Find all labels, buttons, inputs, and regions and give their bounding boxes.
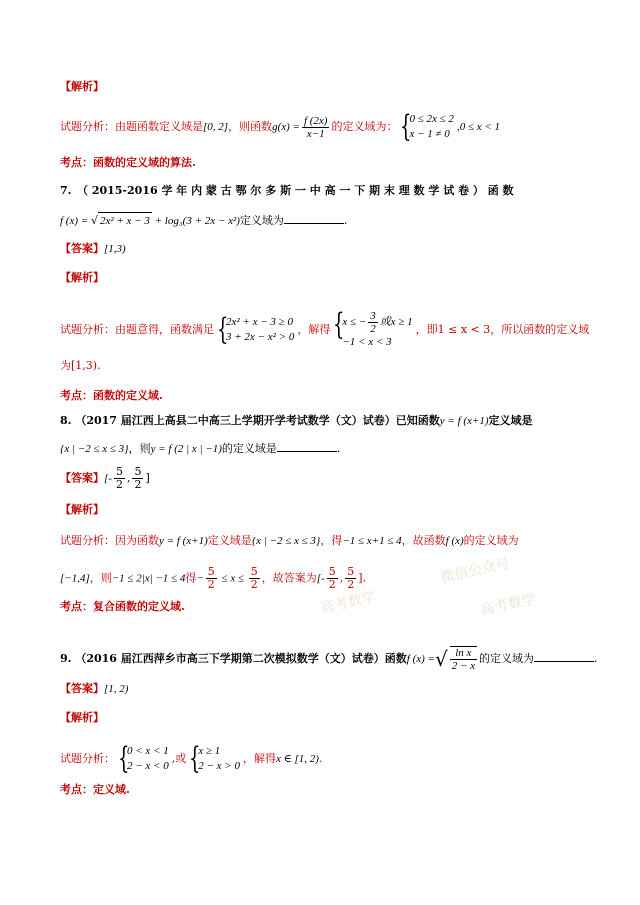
q9-tail: 的定义域为 <box>479 652 535 665</box>
watermark-2: 高考数学 <box>319 589 378 617</box>
q9-end: . <box>594 652 598 665</box>
q8-l2-neg: − <box>196 572 204 585</box>
q8-set: {x | −2 ≤ x ≤ 3} <box>60 443 129 455</box>
q8-l2-ans-mid: , <box>339 571 344 585</box>
q8-l2-a-num: 5 <box>207 565 215 578</box>
q8-l2-ans-frac-b <box>345 566 356 591</box>
q9-end2: . <box>318 752 323 765</box>
q6-interval: [0, 2] <box>203 121 229 133</box>
q8-fn2: y = f (2 | x | −1) <box>150 443 222 455</box>
q6-analysis-line <box>60 109 580 144</box>
q9-point: 考点：定义域. <box>60 783 130 796</box>
q7-blank <box>284 212 344 224</box>
q8-l2-ans-frac-a <box>327 566 338 591</box>
q9-sys2-row2: 2 − x > 0 <box>198 760 240 772</box>
q6-sys-row1: 0 ≤ 2x ≤ 2 <box>409 113 454 125</box>
q6-frac-den: x−1 <box>306 127 325 140</box>
q7-log-part: + log₃(3 + 2x − x²) <box>151 215 240 227</box>
q8-answer-line <box>60 466 580 491</box>
q9-analysis-line <box>60 741 580 776</box>
q7-sys1-row2: 3 + 2x − x² > 0 <box>226 331 295 343</box>
q7-formula-left: f (x) = <box>60 215 91 227</box>
q8-analysis-tag: 【解析】 <box>60 503 104 516</box>
q8-answer-pre: [- <box>104 472 112 485</box>
q9-head-line <box>60 646 598 672</box>
q9-solve: ，解得 <box>242 752 276 765</box>
watermark-1: 微信公众号 <box>439 555 512 587</box>
q6-system: { 0 ≤ 2x ≤ 2 x − 1 ≠ 0 <box>400 109 454 144</box>
q9-result: x ∈ [1, 2) <box>275 753 319 765</box>
q9-sys1-row1: 0 < x < 1 <box>127 745 169 757</box>
q7-end: . <box>343 214 348 227</box>
q8-analysis-line-2 <box>60 566 580 591</box>
q7-system-1: { 2x² + x − 3 ≥ 0 3 + 2x − x² > 0 <box>217 312 295 347</box>
q7-sys2-frac <box>368 310 378 335</box>
q8-l2-c: 得 <box>185 571 197 585</box>
q6-g-func: g(x) = <box>272 121 300 133</box>
q9-analysis-tag: 【解析】 <box>60 711 104 724</box>
q9-num: ln x <box>450 647 477 660</box>
q8-l2-b-den: 2 <box>250 578 258 591</box>
q8-l2-ans-pre: [- <box>316 572 325 585</box>
q8-l2-a: [−1,4] <box>60 572 90 585</box>
q6-frac-num: f (2x) <box>303 114 328 127</box>
q7-analysis-line <box>60 307 590 350</box>
q9-answer: [1, 2) <box>104 683 129 695</box>
q8-answer-post: ] <box>145 471 150 485</box>
q8-analysis-line-1 <box>60 533 580 549</box>
q7-conclusion-2: 为[1,3). <box>60 359 101 372</box>
q8-head <box>60 413 580 429</box>
q6-suffix: 的定义域为： <box>331 120 398 133</box>
q8-point: 考点：复合函数的定义域. <box>60 600 185 613</box>
q8-l2-b: ，则 <box>89 571 112 585</box>
q9-or: ,或 <box>171 752 187 765</box>
q8-l2-ans-b-num: 5 <box>347 565 355 578</box>
q8-l2-ans-b-den: 2 <box>347 578 355 591</box>
q7-answer: [1,3) <box>104 243 126 255</box>
q8-head-tail: 定义域是 <box>488 414 533 427</box>
sqrt-icon: √ <box>90 214 98 227</box>
q7-sys2-den: 2 <box>370 323 376 335</box>
q7-sqrt-part: 2x² + x − 3 <box>98 212 152 229</box>
q7-system-2: { x ≤ − $\frac{3}{2}$ 或x ≥ 1 −1 < x < 3 <box>333 307 413 348</box>
q7-head: 7. （ 2015-2016 学 年 内 蒙 古 鄂 尔 多 斯 一 中 高 一 下 期 末 理 数 学 试 卷 ） 函 数 <box>60 184 514 197</box>
q9-fraction <box>450 646 477 672</box>
q9-answer-line <box>60 681 580 697</box>
q8-end: . <box>336 442 341 455</box>
q6-analysis-tag: 【解析】 <box>60 80 104 93</box>
q9-system-1: { 0 < x < 1 2 − x < 0 <box>118 741 169 776</box>
q8-b-num: 5 <box>134 465 142 478</box>
q8-l1-a: 试题分析：因为函数 <box>60 534 159 547</box>
q7-conclusion: ，即1 ≤ x < 3，所以函数的定义域 <box>415 323 590 336</box>
q7-sys2-row2: −1 < x < 3 <box>342 336 392 348</box>
q7-analysis-tag: 【解析】 <box>60 271 104 284</box>
q8-l1-fx: f (x) <box>445 535 464 547</box>
q9-sys2-row1: x ≥ 1 <box>198 745 221 757</box>
q9-sys1-row2: 2 − x < 0 <box>127 760 169 772</box>
q8-l1-d: ，故函数 <box>401 534 446 547</box>
q7-sys2-row1-a: x ≤ − <box>342 316 367 329</box>
q6-point: 考点：函数的定义域的算法. <box>60 156 196 169</box>
q7-tail: 定义域为 <box>239 214 284 227</box>
q8-head-text: 8. （2017 届江西上高县二中高三上学期开学考试数学（文）试卷）已知函数 <box>60 414 440 427</box>
q7-answer-line <box>60 241 580 257</box>
q8-l2-a-den: 2 <box>207 578 215 591</box>
q8-l1-set: {x | −2 ≤ x ≤ 3} <box>251 535 321 547</box>
q7-sys2-row1 <box>342 310 412 335</box>
q8-l1-ineq: −1 ≤ x+1 ≤ 4 <box>342 535 402 547</box>
q8-l2-mid: ≤ x ≤ <box>218 572 247 585</box>
q8-l2-ans-post: ]. <box>358 571 366 585</box>
q8-tail: 的定义域是 <box>221 442 277 455</box>
q8-answer-tag: 【答案】 <box>60 471 104 485</box>
q8-l2-b-num: 5 <box>250 565 258 578</box>
q8-l1-c: ，得 <box>320 534 343 547</box>
q9-blank <box>534 650 594 662</box>
q8-a-den: 2 <box>115 478 123 491</box>
q8-then: ，则 <box>128 442 151 455</box>
q8-l2-d: ，故答案为 <box>261 571 317 585</box>
q6-analysis-prefix: 试题分析：由题函数定义域是 <box>60 120 203 133</box>
q6-result: ,0 ≤ x < 1 <box>456 121 501 133</box>
q7-analysis-prefix: 试题分析：由题意得，函数满足 <box>60 323 214 336</box>
q8-b-den: 2 <box>134 478 142 491</box>
q8-answer-frac-b <box>132 466 143 491</box>
sqrt-icon: √ <box>434 647 448 671</box>
q9-answer-tag: 【答案】 <box>60 682 104 695</box>
q8-l2-frac-a <box>206 566 217 591</box>
q7-sys1-row1: 2x² + x − 3 ≥ 0 <box>226 316 293 328</box>
q8-a-num: 5 <box>115 465 123 478</box>
q8-l1-e: 的定义域为 <box>463 534 519 547</box>
q7-solve: ，解得 <box>297 323 331 336</box>
q7-point: 考点：函数的定义域. <box>60 389 163 402</box>
q7-answer-tag: 【答案】 <box>60 242 104 255</box>
q7-sys2-num: 3 <box>370 310 376 322</box>
q8-l1-b: 定义域是 <box>207 534 252 547</box>
q8-a-mid: , <box>126 471 131 485</box>
q9-analysis-prefix: 试题分析： <box>60 752 115 765</box>
q9-fx: f (x) = <box>406 653 435 665</box>
q7-sys2-row1-b: 或x ≥ 1 <box>379 316 413 329</box>
q8-l2-ans-a-num: 5 <box>328 565 336 578</box>
q8-l2-ineq: −1 ≤ 2|x| −1 ≤ 4 <box>111 572 186 585</box>
q6-sys-row2: x − 1 ≠ 0 <box>409 128 450 140</box>
watermark-3: 高考数学 <box>479 591 538 619</box>
q9-head: 9. （2016 届江西萍乡市高三下学期第二次模拟数学（文）试卷）函数 <box>60 652 407 665</box>
q8-answer-frac-a <box>114 466 125 491</box>
q8-l2-ans-a-den: 2 <box>328 578 336 591</box>
q8-blank <box>277 440 337 452</box>
q9-den: 2 − x <box>451 660 476 672</box>
q8-question-line <box>60 440 580 457</box>
q6-fraction <box>302 115 330 140</box>
q6-mid-text: ，则函数 <box>228 120 273 133</box>
q9-system-2: { x ≥ 1 2 − x > 0 <box>189 741 240 776</box>
q8-fn: y = f (x+1) <box>439 415 489 427</box>
q7-formula-line <box>60 212 580 229</box>
q8-l1-fn: y = f (x+1) <box>159 535 208 547</box>
q8-l2-frac-b <box>249 566 260 591</box>
